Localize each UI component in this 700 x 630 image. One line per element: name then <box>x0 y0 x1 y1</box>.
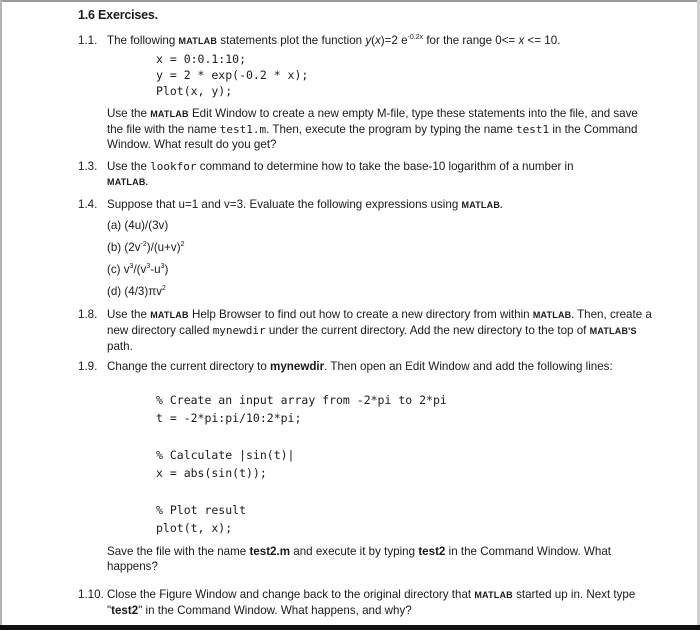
code-line: x = 0:0.1:10; <box>156 52 247 66</box>
exercise-1-9-number: 1.9. <box>78 360 98 373</box>
exercise-1-3-number: 1.3. <box>78 160 98 173</box>
frame-left-border <box>0 0 2 630</box>
exercise-1-1-number: 1.1. <box>78 34 98 47</box>
frame-top-border <box>0 0 700 2</box>
exercise-1-4-item-c: (c) $v^3/(v^3-u^3)$ <box>107 263 169 276</box>
section-title: 1.6 Exercises. <box>78 8 158 22</box>
code-line: y = 2 * exp(-0.2 * x); <box>156 68 309 82</box>
exercise-1-4-text: Suppose that u=1 and v=3. Evaluate the following expressions using MATLAB. <box>107 198 503 211</box>
exercise-1-1-body: Use the MATLAB Edit Window to create a new empty M-file, type these statements into the file, and save the file with the name test1.m. Then, execute the program by typing the name test1 in the Command Window. What result do you get? <box>107 107 638 151</box>
exercise-1-4-number: 1.4. <box>78 198 98 211</box>
exercise-1-4-item-a: (a) (4u)/(3v) <box>107 219 169 232</box>
exercise-1-1-intro: The following MATLAB statements plot the function y(x)=2 $e^{-0.2x}$ for the range 0<= x <= 10. <box>107 34 561 47</box>
code-line: % Calculate |sin(t)| <box>156 448 295 462</box>
code-line: t = -2*pi:pi/10:2*pi; <box>156 411 302 425</box>
exercise-1-9-instructions: Save the file with the name test2.m and execute it by typing test2 in the Command Window. What happens? <box>107 545 611 573</box>
exercise-1-4-item-b: (b) $(2v^{-2})/(u+v)^2$ <box>107 241 185 254</box>
exercise-1-10-text: Close the Figure Window and change back to the original directory that MATLAB started up in. Next type "test2" in the Command Window. What happens, and why? <box>107 588 636 617</box>
code-line: % Plot result <box>156 503 247 517</box>
exercise-1-10-number: 1.10. <box>78 588 104 601</box>
exercise-1-9-text: Change the current directory to mynewdir. Then open an Edit Window and add the following lines: <box>107 360 613 373</box>
exercise-1-8-text: Use the MATLAB Help Browser to find out how to create a new directory from within MATLAB. Then, create a new directory called mynewdir under the current directory. Add the new directory to the top of MATLAB'S path. <box>107 308 652 353</box>
code-line: Plot(x, y); <box>156 84 233 98</box>
exercise-1-4-item-d: (d) $(4/3)\pi v^2$ <box>107 285 166 298</box>
code-line: % Create an input array from -2*pi to 2*pi <box>156 393 447 407</box>
code-line: plot(t, x); <box>156 521 233 535</box>
exercise-1-8-number: 1.8. <box>78 308 98 321</box>
frame-bottom-border <box>0 625 700 630</box>
code-line: x = abs(sin(t)); <box>156 466 267 480</box>
exercise-1-3-text: Use the lookfor command to determine how to take the base-10 logarithm of a number in MATLAB. <box>107 160 574 187</box>
